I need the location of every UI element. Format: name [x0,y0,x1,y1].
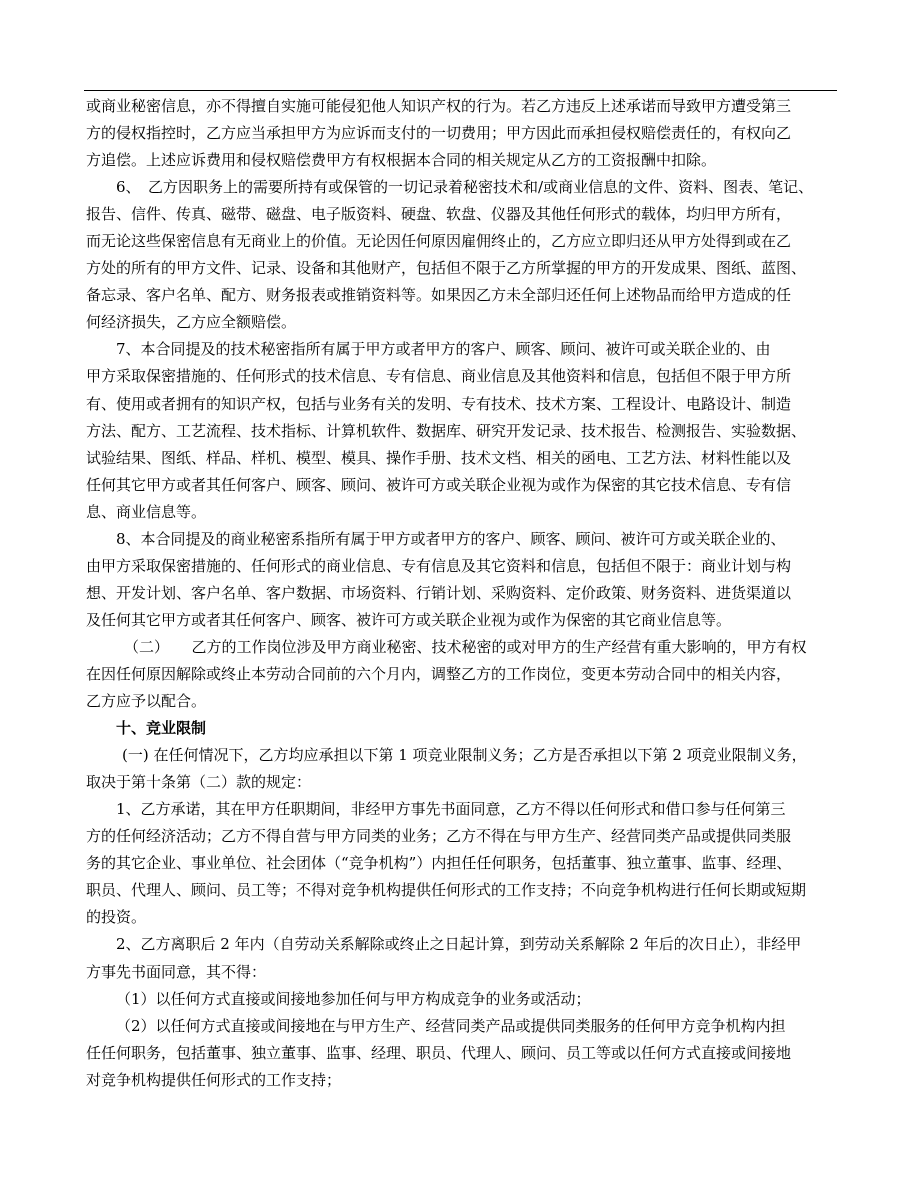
text-line: 方的任何经济活动；乙方不得自营与甲方同类的业务；乙方不得在与甲方生产、经营同类产品或提供同类服 [86,827,792,846]
sub-item-2-start: （2）以任何方式直接或间接地在与甲方生产、经营同类产品或提供同类服务的任何甲方竞争机构内担 [116,1016,786,1035]
text-line: 或商业秘密信息，亦不得擅自实施可能侵犯他人知识产权的行为。若乙方违反上述承诺而导致甲方遭受第三 [86,97,792,115]
text-line: 方事先书面同意，其不得： [86,962,267,981]
clause-7-start: 7、本合同提及的技术秘密指所有属于甲方或者甲方的客户、顾客、顾问、被许可或关联企业的、由 [116,340,771,359]
text-line: 对竞争机构提供任何形式的工作支持； [86,1070,342,1089]
text-line: 取决于第十条第（二）款的规定： [86,773,312,792]
text-line: 何经济损失，乙方应全额赔偿。 [86,313,297,332]
text-line: 备忘录、客户名单、配方、财务报表或推销资料等。如果因乙方未全部归还任何上述物品而给甲方造成的任 [86,286,792,305]
text-line: 的投资。 [86,908,147,927]
subsection-2-start: （二） 乙方的工作岗位涉及甲方商业秘密、技术秘密的或对甲方的生产经营有重大影响的，甲方有权 [124,637,807,656]
text-line: 甲方采取保密措施的、任何形式的技术信息、专有信息、商业信息及其他资料和信息，包括但不限于甲方所 [86,367,792,386]
item-2-start: 2、乙方离职后 2 年内（自劳动关系解除或终止之日起计算，到劳动关系解除 2 年后的次日止），非经甲 [116,935,802,954]
text-line: 试验结果、图纸、样品、样机、模型、模具、操作手册、技术文档、相关的函电、工艺方法、材料性能以及 [86,448,792,467]
text-line: 方处的所有的甲方文件、记录、设备和其他财产，包括但不限于乙方所掌握的甲方的开发成果、图纸、蓝图、 [86,259,807,278]
text-line: 方的侵权指控时，乙方应当承担甲方为应诉而支付的一切费用；甲方因此而承担侵权赔偿责任的，有权向乙 [86,124,792,143]
text-line: 方追偿。上述应诉费用和侵权赔偿费甲方有权根据本合同的相关规定从乙方的工资报酬中扣除。 [86,151,717,170]
text-line: 职员、代理人、顾问、员工等；不得对竞争机构提供任何形式的工作支持；不向竞争机构进行任何长期或短期 [86,881,807,900]
text-line: 任任何职务，包括董事、独立董事、监事、经理、职员、代理人、顾问、员工等或以任何方式直接或间接地 [86,1043,792,1062]
sub-item-1: （1）以任何方式直接或间接地参加任何与甲方构成竞争的业务或活动； [116,989,591,1008]
text-line: 方法、配方、工艺流程、技术指标、计算机软件、数据库、研究开发记录、技术报告、检测报告、实验数据、 [86,421,807,440]
section-heading: 十、竞业限制 [116,719,207,738]
item-1-start: 1、乙方承诺，其在甲方任职期间，非经甲方事先书面同意，乙方不得以任何形式和借口参与任何第三 [116,800,786,819]
text-line: 务的其它企业、事业单位、社会团体（“竞争机构”）内担任任何职务，包括董事、独立董事、监事、经理、 [86,854,792,873]
clause-8-start: 8、本合同提及的商业秘密系指所有属于甲方或者甲方的客户、顾客、顾问、被许可方或关联企业的、 [116,529,786,548]
text-line: 乙方应予以配合。 [86,692,207,711]
text-line: 想、开发计划、客户名单、客户数据、市场资料、行销计划、采购资料、定价政策、财务资料、进货渠道以 [86,583,792,602]
header-rule [84,90,837,91]
text-line: 息、商业信息等。 [86,502,207,521]
text-line: 有、使用或者拥有的知识产权，包括与业务有关的发明、专有技术、技术方案、工程设计、电路设计、制造 [86,394,792,413]
document-body [86,93,840,1094]
text-line: 而无论这些保密信息有无商业上的价值。无论因任何原因雇佣终止的，乙方应立即归还从甲方处得到或在乙 [86,232,792,251]
text-line: 任何其它甲方或者其任何客户、顾客、顾问、被许可方或关联企业视为或作为保密的其它技术信息、专有信 [86,475,792,494]
subsection-1-start: (一) 在任何情况下，乙方均应承担以下第 1 项竞业限制义务；乙方是否承担以下第 2 项竞业限制义务， [122,746,807,765]
text-line: 及任何其它甲方或者其任何客户、顾客、被许可方或关联企业视为或作为保密的其它商业信息等。 [86,610,732,629]
text-line: 报告、信件、传真、磁带、磁盘、电子版资料、硬盘、软盘、仪器及其他任何形式的载体，均归甲方所有， [86,205,792,224]
clause-6-start: 6、 乙方因职务上的需要所持有或保管的一切记录着秘密技术和/或商业信息的文件、资料、图表、笔记、 [116,178,814,197]
text-line: 在因任何原因解除或终止本劳动合同前的六个月内，调整乙方的工作岗位，变更本劳动合同中的相关内容， [86,664,792,683]
text-line: 由甲方采取保密措施的、任何形式的商业信息、专有信息及其它资料和信息，包括但不限于：商业计划与构 [86,556,792,575]
